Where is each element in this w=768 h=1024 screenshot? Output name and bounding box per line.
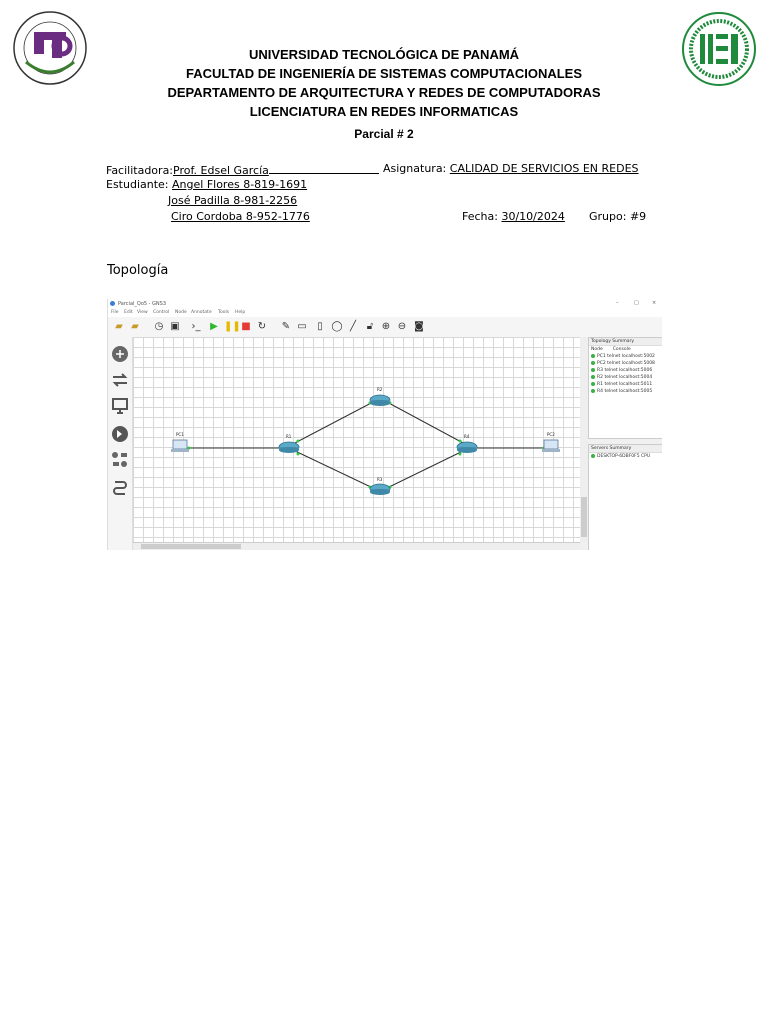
asignatura-row — [383, 162, 639, 175]
facilitadora-label: Facilitadora: — [106, 164, 174, 177]
security-devices-category-icon[interactable] — [111, 425, 129, 443]
column-console: Console — [612, 347, 631, 352]
snapshot-clock-icon[interactable]: ◷ — [154, 321, 164, 332]
r1-node[interactable] — [279, 442, 299, 453]
close-icon[interactable]: × — [652, 300, 657, 306]
node-name: R1 — [597, 382, 603, 387]
node-console: telnet localhost:5006 — [604, 368, 653, 373]
gns3-menubar — [108, 309, 662, 317]
reload-icon[interactable]: ↻ — [257, 321, 267, 332]
gns3-screenshot — [107, 299, 662, 550]
start-icon[interactable]: ▶ — [210, 321, 218, 332]
stop-icon[interactable]: ■ — [241, 321, 251, 332]
fecha-row — [462, 210, 565, 223]
gns3-toolbar — [108, 317, 662, 338]
servers-summary-panel — [588, 444, 662, 550]
facilitadora-underline — [269, 162, 379, 174]
topology-row[interactable] — [589, 374, 662, 381]
ellipse-icon[interactable]: ◯ — [331, 321, 343, 332]
student-2: José Padilla 8-981-2256 — [168, 194, 298, 207]
menu-file[interactable]: File — [111, 310, 119, 315]
faculty-name: FACULTAD DE INGENIERÍA DE SISTEMAS COMPUTACIONALES — [185, 66, 583, 81]
maximize-icon[interactable]: □ — [634, 300, 639, 306]
topology-diagram — [133, 337, 580, 542]
fecha-value: 30/10/2024 — [501, 210, 565, 223]
student-1: Angel Flores 8-819-1691 — [172, 178, 308, 191]
asignatura-label: Asignatura: — [383, 162, 447, 175]
status-icon — [591, 389, 595, 393]
console-icon[interactable]: ›_ — [191, 321, 201, 332]
camera-icon[interactable]: ◙ — [414, 321, 424, 332]
servers-summary-title: Servers Summary — [589, 445, 662, 453]
topology-row[interactable] — [589, 367, 662, 374]
grupo-value: #9 — [629, 210, 647, 223]
device-icon[interactable]: ▣ — [170, 321, 180, 332]
estudiante-row — [106, 178, 307, 191]
asignatura-value: CALIDAD DE SERVICIOS EN REDES — [449, 162, 639, 175]
topology-row[interactable] — [589, 360, 662, 367]
r1-label: R1 — [286, 434, 292, 439]
exam-title: Parcial # 2 — [354, 127, 414, 141]
link-r1-r2[interactable] — [293, 401, 375, 444]
routers-category-icon[interactable] — [111, 345, 129, 363]
add-link-icon[interactable] — [111, 479, 129, 497]
switches-category-icon[interactable] — [111, 371, 129, 389]
pc1-label: PC1 — [176, 432, 184, 437]
gns3-app-icon — [110, 301, 115, 306]
department-name: DEPARTAMENTO DE ARQUITECTURA Y REDES DE COMPUTADORAS — [167, 85, 601, 100]
status-icon — [591, 375, 595, 379]
r4-node[interactable] — [457, 442, 477, 453]
status-icon — [591, 361, 595, 365]
topology-row[interactable] — [589, 381, 662, 388]
folder-icon[interactable]: ▰ — [131, 321, 139, 332]
r4-label: R4 — [464, 434, 470, 439]
minimize-icon[interactable]: – — [616, 300, 619, 306]
node-console: telnet localhost:5005 — [604, 389, 653, 394]
fecha-label: Fecha: — [462, 210, 498, 223]
node-console: telnet localhost:5008 — [607, 361, 655, 366]
status-icon — [591, 454, 595, 458]
pc2-node[interactable] — [542, 440, 560, 452]
image-icon[interactable]: ▭ — [297, 321, 307, 332]
r3-node[interactable] — [370, 484, 390, 495]
gns3-device-sidebar — [108, 337, 133, 550]
link-r3-r4[interactable] — [385, 450, 465, 489]
node-name: PC1 — [597, 354, 606, 359]
gns3-titlebar — [108, 299, 662, 309]
student-3: Ciro Cordoba 8-952-1776 — [171, 210, 310, 223]
line-icon[interactable]: ╱ — [349, 321, 357, 332]
pc1-node[interactable] — [171, 440, 189, 452]
facilitadora-value: Prof. Edsel García — [173, 164, 269, 177]
section-title: Topología — [107, 263, 169, 278]
topology-summary-title: Topology Summary — [589, 338, 662, 346]
r3-label: R3 — [377, 477, 383, 482]
topology-row[interactable] — [589, 353, 662, 360]
gns3-window-title: Parcial_Qo5 - GNS3 — [118, 301, 167, 307]
topology-canvas[interactable] — [133, 337, 580, 542]
server-row[interactable] — [589, 453, 662, 460]
node-name: R3 — [597, 368, 603, 373]
node-console: telnet localhost:5011 — [604, 382, 653, 387]
server-name: DESKTOP-6DBF0F5 CPU — [597, 454, 651, 459]
suspend-icon[interactable]: ❚❚ — [224, 321, 241, 332]
canvas-horizontal-scrollbar[interactable] — [133, 542, 580, 550]
node-name: PC2 — [597, 361, 606, 366]
edit-note-icon[interactable]: ✎ — [281, 321, 291, 332]
estudiante-label: Estudiante: — [106, 178, 169, 191]
menu-control[interactable]: Control — [153, 310, 170, 315]
menu-view[interactable]: View — [137, 310, 148, 315]
r2-label: R2 — [377, 387, 383, 392]
link-r2-r4[interactable] — [385, 401, 465, 444]
all-devices-category-icon[interactable] — [111, 451, 129, 469]
node-name: R4 — [597, 389, 603, 394]
status-icon — [591, 354, 595, 358]
node-console: telnet localhost:5002 — [607, 354, 655, 359]
lock-icon[interactable]: 🔓︎ — [366, 321, 374, 332]
zoom-out-icon[interactable]: ⊖ — [397, 321, 407, 332]
university-name: UNIVERSIDAD TECNOLÓGICA DE PANAMÁ — [248, 47, 520, 62]
status-icon — [591, 368, 595, 372]
link-r1-r3[interactable] — [293, 450, 375, 489]
pc2-label: PC2 — [547, 432, 555, 437]
menu-tools[interactable]: Tools — [218, 310, 230, 315]
grupo-row — [589, 210, 646, 223]
topology-row[interactable] — [589, 388, 662, 395]
folder-open-icon[interactable]: ▰ — [115, 321, 123, 332]
column-node: Node — [591, 347, 603, 352]
degree-name: LICENCIATURA EN REDES INFORMATICAS — [249, 104, 519, 119]
canvas-vertical-scrollbar[interactable] — [580, 337, 588, 542]
zoom-in-icon[interactable]: ⊕ — [381, 321, 391, 332]
menu-annotate[interactable]: Annotate — [191, 310, 212, 315]
topology-summary-panel — [588, 337, 662, 439]
node-name: R2 — [597, 375, 603, 380]
facilitadora-row — [106, 162, 379, 177]
menu-node[interactable]: Node — [175, 310, 187, 315]
grupo-label: Grupo: — [589, 210, 627, 223]
topology-summary-header — [589, 346, 662, 353]
end-devices-category-icon[interactable] — [111, 397, 129, 415]
r2-node[interactable] — [370, 395, 390, 406]
rectangle-icon[interactable]: ▯ — [317, 321, 323, 332]
port-indicators — [188, 402, 546, 489]
menu-edit[interactable]: Edit — [124, 310, 133, 315]
menu-help[interactable]: Help — [235, 310, 246, 315]
node-console: telnet localhost:5004 — [604, 375, 653, 380]
status-icon — [591, 382, 595, 386]
